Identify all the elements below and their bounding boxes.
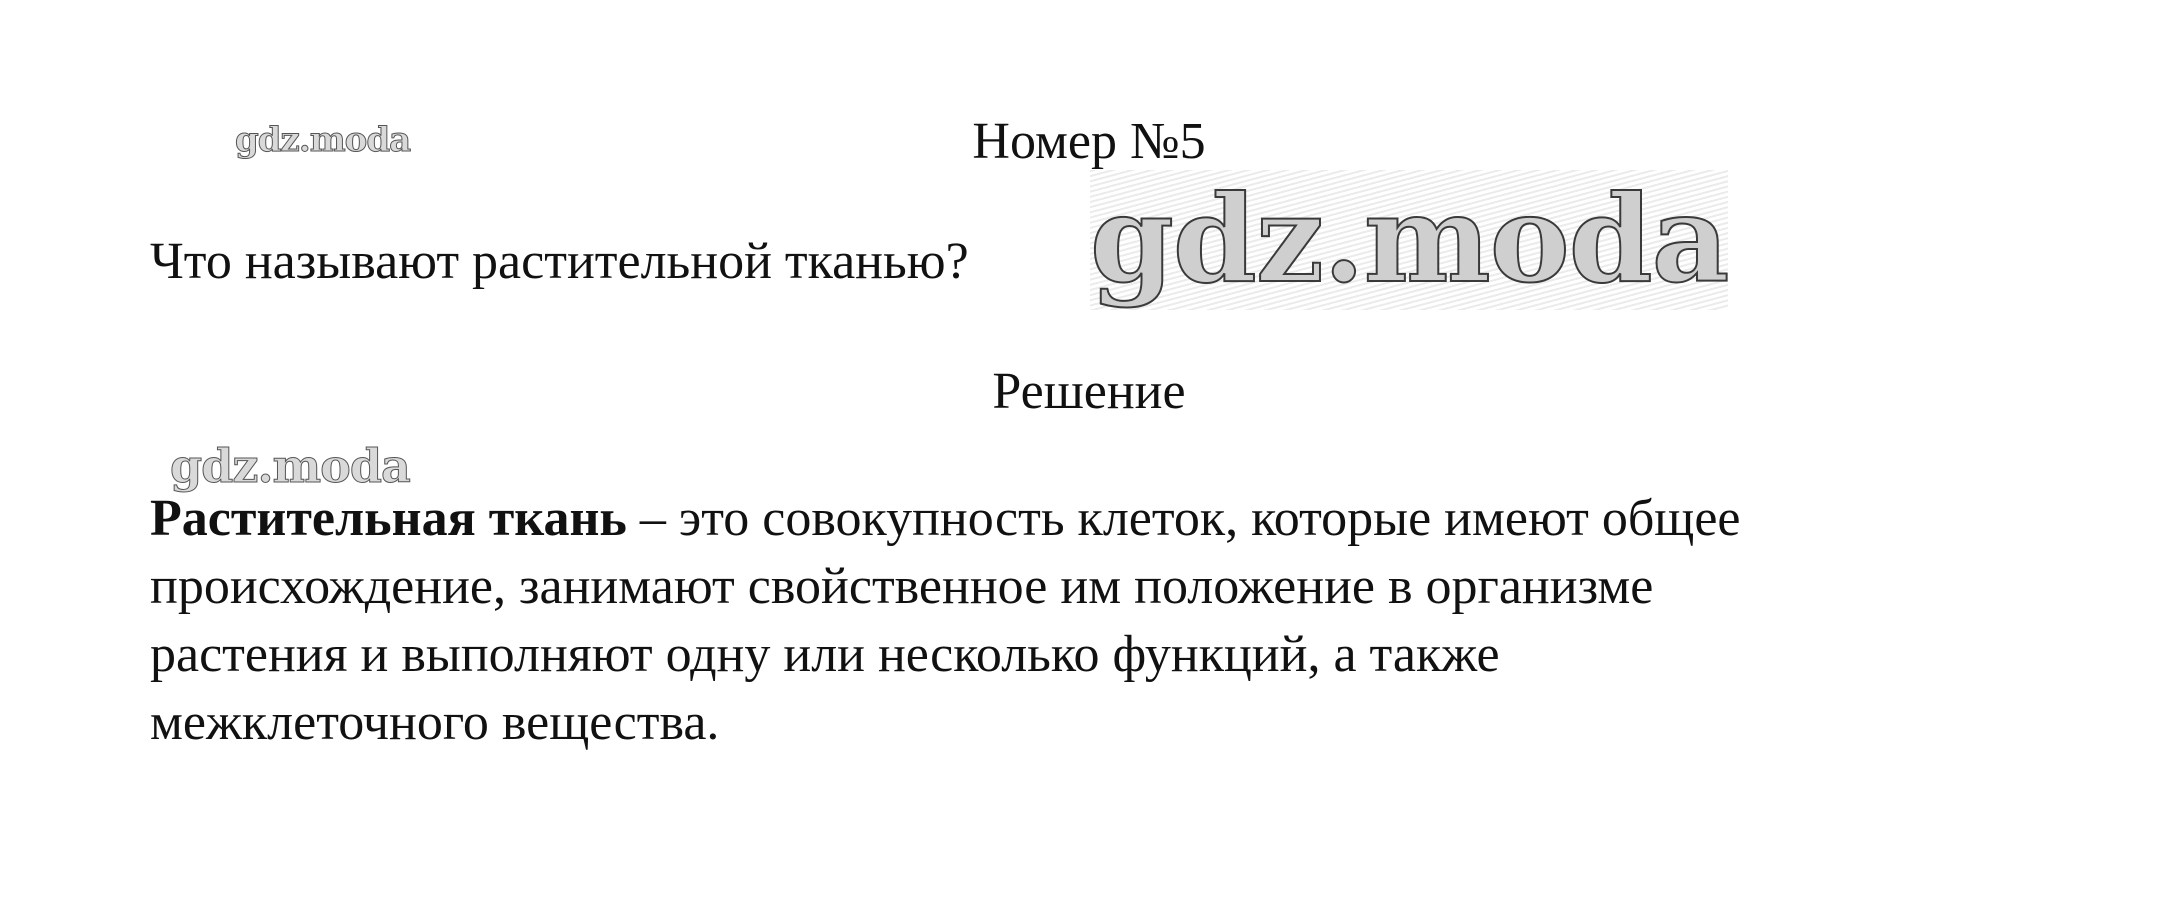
watermark-large: gdz.moda bbox=[1090, 169, 1729, 310]
solution-title: Решение bbox=[992, 363, 1186, 420]
answer-line-1-text: – это совокупность клеток, которые имеют общее bbox=[626, 490, 1741, 547]
answer-line-4: межклеточного вещества. bbox=[150, 694, 720, 751]
answer-term: Растительная ткань bbox=[150, 490, 627, 547]
answer-line-3: растения и выполняют одну или несколько функций, а также bbox=[150, 626, 1500, 683]
watermark-small-top: gdz.moda bbox=[235, 120, 411, 160]
answer-paragraph bbox=[150, 485, 2110, 757]
answer-line-1 bbox=[150, 485, 2110, 553]
question-text: Что называют растительной тканью? bbox=[150, 233, 969, 290]
answer-line-2: происхождение, занимают свойственное им положение в организме bbox=[150, 558, 1654, 615]
problem-title: Номер №5 bbox=[972, 113, 1206, 170]
watermark-small-middle: gdz.moda bbox=[170, 439, 410, 493]
